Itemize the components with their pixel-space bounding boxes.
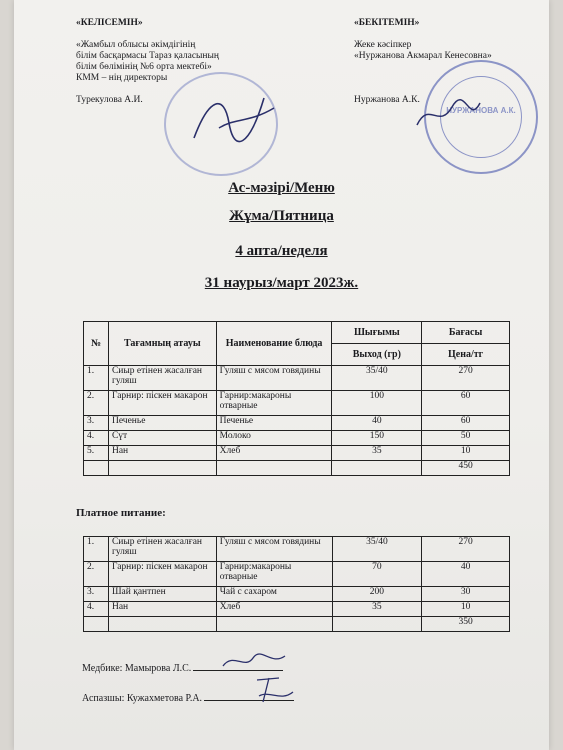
row-out: 70 — [332, 562, 422, 587]
menu-title: Ас-мәзірі/Меню — [228, 180, 335, 196]
col-price-kz: Бағасы — [422, 322, 510, 344]
row-num: 4. — [84, 431, 109, 446]
row-ru: Чай с сахаром — [216, 587, 332, 602]
agreed-line: білім басқармасы Тараз қаласының — [76, 51, 219, 61]
col-price-ru: Цена/тг — [422, 344, 510, 366]
row-price: 10 — [422, 602, 510, 617]
row-num: 1. — [84, 366, 109, 391]
table-row — [84, 446, 510, 461]
agreed-name: Турекулова А.И. — [76, 95, 143, 105]
row-num: 2. — [84, 562, 109, 587]
row-ru: Хлеб — [216, 446, 332, 461]
row-out: 35 — [332, 602, 422, 617]
stamp-text: НУРЖАНОВА А.К. — [446, 106, 516, 115]
col-out-kz: Шығымы — [332, 322, 422, 344]
row-price: 270 — [422, 366, 510, 391]
approved-line: «Нуржанова Акмарал Кенесовна» — [354, 51, 492, 61]
agreed-line: білім бөлімінің №6 орта мектебі» — [76, 62, 212, 72]
week-title: 4 апта/неделя — [235, 243, 328, 259]
table-row — [84, 416, 510, 431]
row-num: 3. — [84, 587, 109, 602]
table-row — [84, 431, 510, 446]
approved-title: «БЕКІТЕМІН» — [354, 18, 420, 28]
nurse-name: Медбике: Мамырова Л.С. — [82, 663, 192, 674]
agreed-title: «КЕЛІСЕМІН» — [76, 18, 143, 28]
row-kz: Нан — [108, 602, 216, 617]
row-kz: Печенье — [108, 416, 216, 431]
row-ru: Гуляш с мясом говядины — [216, 537, 332, 562]
row-price: 30 — [422, 587, 510, 602]
table-row — [84, 391, 510, 416]
total-value: 450 — [422, 461, 510, 476]
total-value: 350 — [422, 617, 510, 632]
row-out: 40 — [332, 416, 422, 431]
row-out: 35/40 — [332, 366, 422, 391]
col-num: № — [84, 322, 109, 366]
table-row — [84, 366, 510, 391]
row-price: 270 — [422, 537, 510, 562]
total-row — [84, 461, 510, 476]
row-out: 150 — [332, 431, 422, 446]
row-price: 60 — [422, 416, 510, 431]
row-kz: Сиыр етінен жасалған гуляш — [108, 366, 216, 391]
row-kz: Сүт — [108, 431, 216, 446]
row-num: 3. — [84, 416, 109, 431]
row-out: 200 — [332, 587, 422, 602]
table-row — [84, 562, 510, 587]
row-ru: Гарнир:макароны отварные — [216, 391, 332, 416]
menu-table — [83, 321, 510, 476]
approved-name: Нуржанова А.К. — [354, 95, 420, 105]
cook-name: Аспазшы: Кужахметова Р.А. — [82, 693, 203, 704]
agreed-line: «Жамбыл облысы әкімдігінің — [76, 40, 196, 50]
row-price: 40 — [422, 562, 510, 587]
paid-table — [83, 536, 510, 632]
row-num: 1. — [84, 537, 109, 562]
document-page — [14, 0, 549, 750]
row-kz: Шай қантпен — [108, 587, 216, 602]
cook-signature-icon — [249, 672, 299, 706]
row-price: 10 — [422, 446, 510, 461]
date-title: 31 наурыз/март 2023ж. — [204, 275, 359, 291]
row-ru: Молоко — [216, 431, 332, 446]
row-num: 2. — [84, 391, 109, 416]
row-out: 35 — [332, 446, 422, 461]
col-kz: Тағамның атауы — [108, 322, 216, 366]
table-row — [84, 537, 510, 562]
row-kz: Гарнир: піскен макарон — [108, 391, 216, 416]
row-ru: Гуляш с мясом говядины — [216, 366, 332, 391]
row-num: 4. — [84, 602, 109, 617]
row-kz: Сиыр етінен жасалған гуляш — [108, 537, 216, 562]
row-ru: Хлеб — [216, 602, 332, 617]
col-out-ru: Выход (гр) — [332, 344, 422, 366]
table-row — [84, 587, 510, 602]
table-row — [84, 602, 510, 617]
row-out: 100 — [332, 391, 422, 416]
row-price: 60 — [422, 391, 510, 416]
row-num: 5. — [84, 446, 109, 461]
entrepreneur-signature-icon — [414, 95, 484, 135]
paid-title: Платное питание: — [76, 507, 166, 519]
agreed-line: КММ – нің директоры — [76, 73, 168, 83]
row-price: 50 — [422, 431, 510, 446]
approved-line: Жеке кәсіпкер — [354, 40, 412, 50]
director-signature-icon — [189, 78, 279, 158]
row-ru: Печенье — [216, 416, 332, 431]
day-title: Жұма/Пятница — [229, 208, 334, 224]
row-kz: Гарнир: піскен макарон — [108, 562, 216, 587]
nurse-signature-icon — [219, 650, 289, 674]
row-out: 35/40 — [332, 537, 422, 562]
total-row — [84, 617, 510, 632]
row-ru: Гарнир:макароны отварные — [216, 562, 332, 587]
row-kz: Нан — [108, 446, 216, 461]
col-ru: Наименование блюда — [216, 322, 332, 366]
